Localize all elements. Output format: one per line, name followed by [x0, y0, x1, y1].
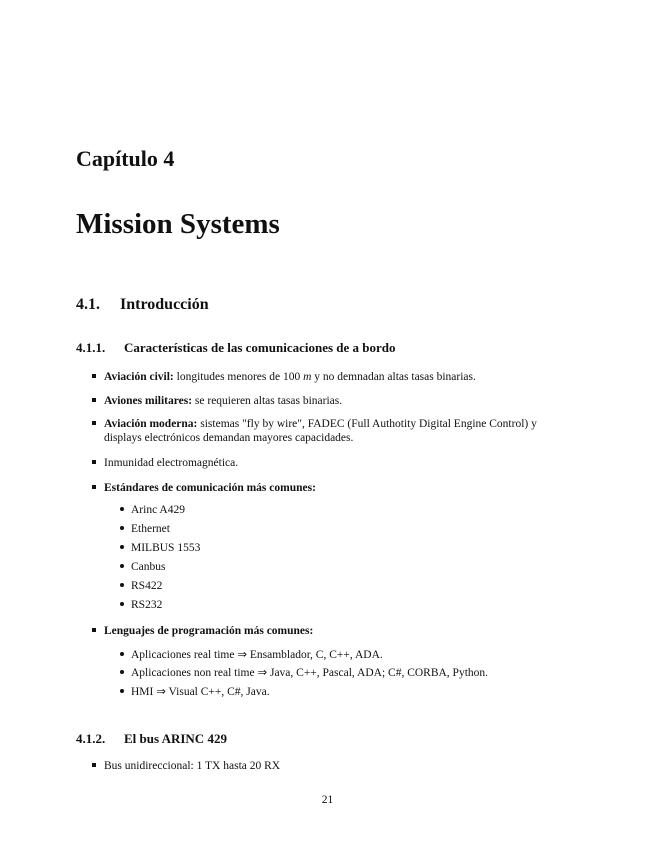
sublist-item: [120, 580, 162, 592]
list-item: [92, 456, 238, 471]
item-continuation: displays electrónicos demandan mayores capacidades.: [104, 432, 354, 444]
sublist-item: [120, 599, 162, 611]
item-label: Aviación moderna:: [104, 418, 198, 430]
sublist-item: [120, 684, 270, 698]
subsection-title: Características de las comunicaciones de a bordo: [124, 340, 396, 355]
bullet-icon: [92, 398, 96, 402]
chapter-title: Mission Systems: [76, 208, 280, 240]
bullet-icon: [120, 689, 124, 693]
bullet-icon: [120, 526, 124, 530]
chapter-label: Capítulo 4: [76, 146, 175, 171]
bullet-icon: [92, 421, 96, 425]
subsection-heading: [76, 731, 227, 747]
item-label: Aviones militares:: [104, 395, 193, 407]
item-label: Lenguajes de programación más comunes:: [104, 625, 314, 637]
bullet-icon: [120, 670, 124, 674]
item-text: Arinc A429: [131, 504, 185, 516]
section-number: 4.1.: [76, 296, 100, 313]
subsection-number: 4.1.2.: [76, 731, 106, 746]
item-text: Ethernet: [131, 523, 170, 535]
item-text: HMI ⇒ Visual C++, C#, Java.: [131, 686, 270, 698]
list-item: [92, 394, 342, 409]
item-text: RS422: [131, 580, 163, 592]
item-text: Bus unidireccional: 1 TX hasta 20 RX: [104, 760, 281, 772]
bullet-icon: [120, 583, 124, 587]
item-text: Aplicaciones non real time ⇒ Java, C++, Pascal, ADA; C#, CORBA, Python.: [131, 667, 489, 679]
item-math: m: [303, 371, 312, 383]
bullet-icon: [120, 507, 124, 511]
list-item: [92, 624, 313, 639]
item-text: sistemas "fly by wire", FADEC (Full Authotity Digital Engine Control) y: [197, 418, 537, 430]
list-item: [92, 759, 280, 774]
list-item: [92, 370, 476, 385]
item-label: Estándares de comunicación más comunes:: [104, 482, 316, 494]
item-text: RS232: [131, 599, 163, 611]
item-text: y no demnadan altas tasas binarias.: [311, 371, 476, 383]
item-text: Canbus: [131, 561, 166, 573]
bullet-icon: [92, 763, 96, 767]
list-item: [92, 417, 537, 432]
page-number: 21: [321, 794, 334, 806]
subsection-heading: [76, 340, 396, 356]
sublist-item: [120, 504, 185, 516]
item-text: Aplicaciones real time ⇒ Ensamblador, C, C++, ADA.: [131, 649, 383, 661]
item-text: MILBUS 1553: [131, 542, 201, 554]
sublist-item: [120, 665, 488, 679]
subsection-title: El bus ARINC 429: [124, 731, 227, 746]
bullet-icon: [92, 460, 96, 464]
item-text: longitudes menores de 100: [173, 371, 304, 383]
bullet-icon: [92, 628, 96, 632]
bullet-icon: [92, 485, 96, 489]
bullet-icon: [120, 652, 124, 656]
subsection-number: 4.1.1.: [76, 340, 106, 355]
bullet-icon: [120, 545, 124, 549]
bullet-icon: [92, 374, 96, 378]
bullet-icon: [120, 602, 124, 606]
item-text: se requieren altas tasas binarias.: [192, 395, 343, 407]
sublist-item: [120, 561, 166, 573]
list-item: [92, 481, 316, 496]
section-title: Introducción: [120, 296, 209, 313]
sublist-item: [120, 542, 200, 554]
item-text: Inmunidad electromagnética.: [104, 457, 239, 469]
bullet-icon: [120, 564, 124, 568]
sublist-item: [120, 523, 170, 535]
item-label: Aviación civil:: [104, 371, 174, 383]
section-heading: [76, 296, 209, 314]
sublist-item: [120, 647, 383, 661]
